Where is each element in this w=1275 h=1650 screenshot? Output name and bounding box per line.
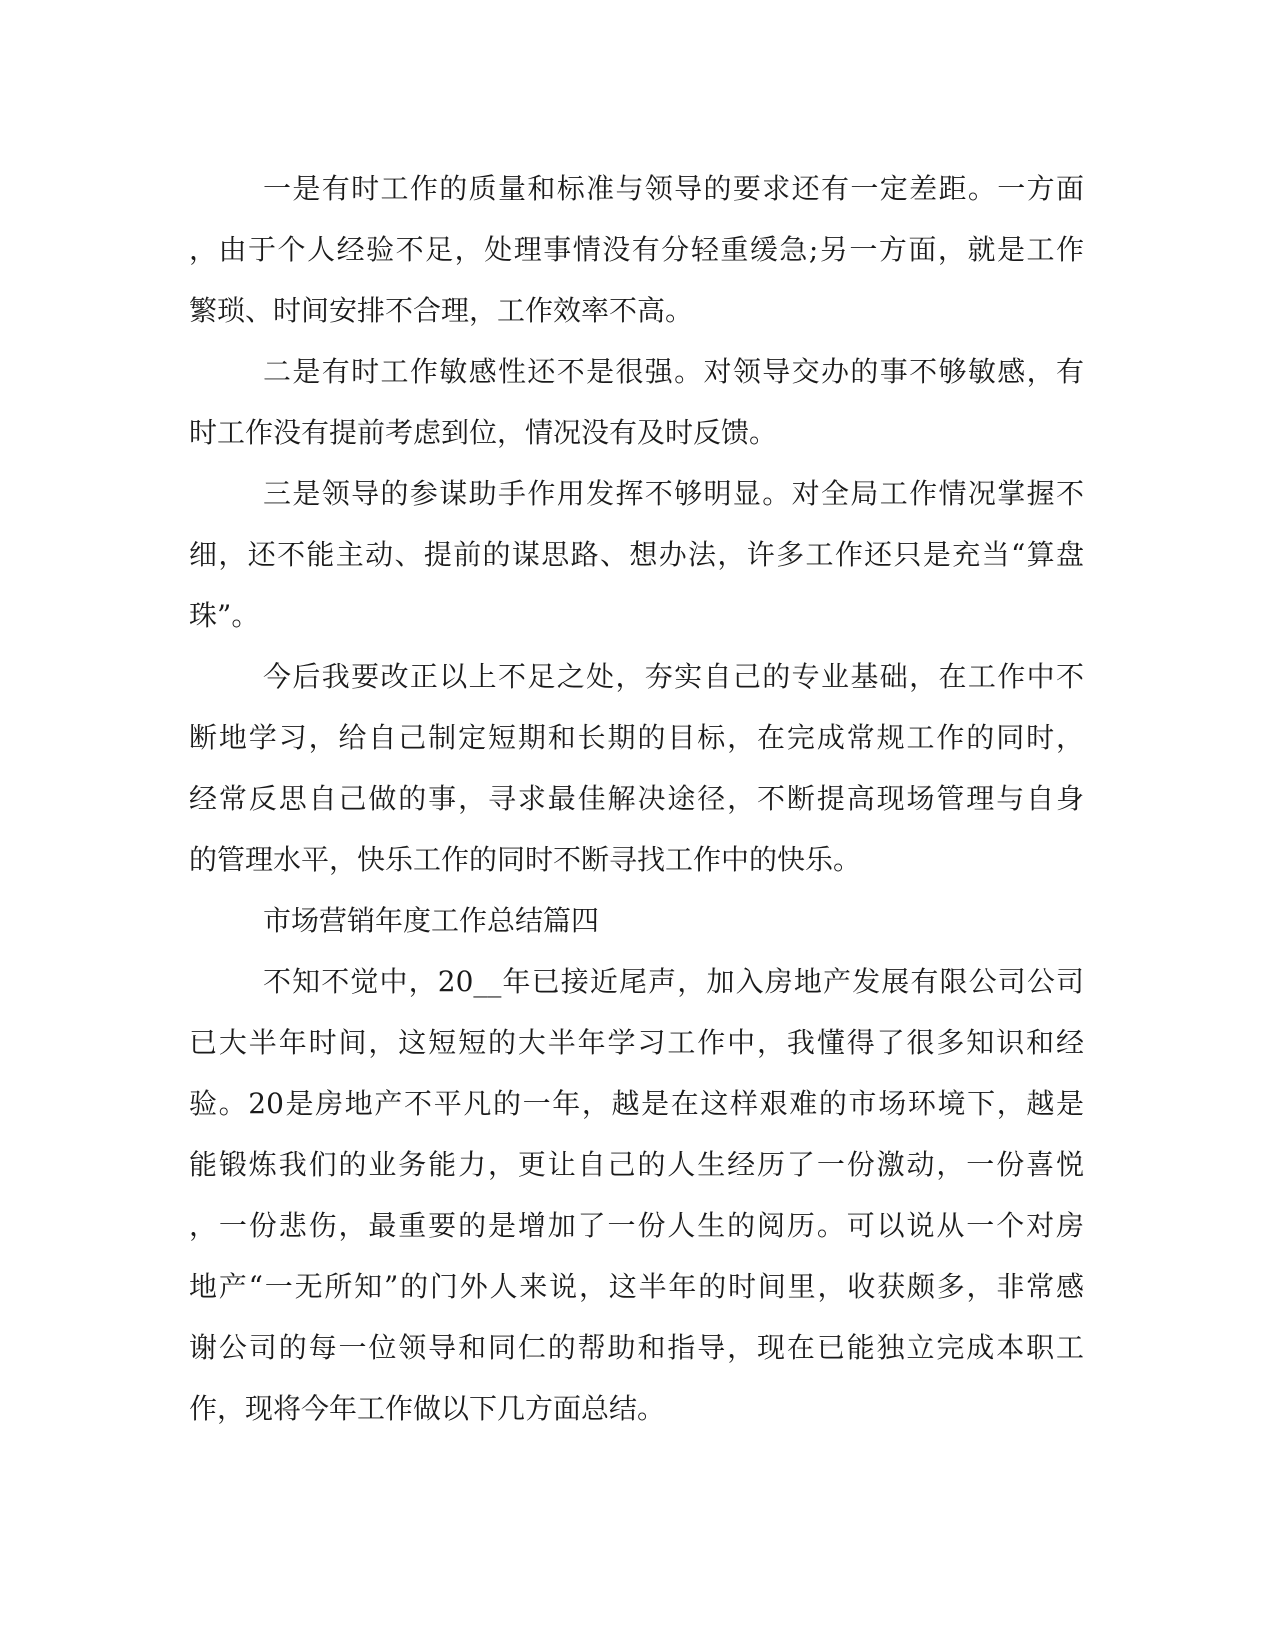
- text-line: 经常反思自己做的事，寻求最佳解决途径，不断提高现场管理与自身: [189, 782, 1084, 815]
- text-line: ，由于个人经验不足，处理事情没有分轻重缓急;另一方面，就是工作: [189, 233, 1084, 266]
- document-body: [189, 158, 1084, 1439]
- paragraph-improvement: [189, 646, 1084, 890]
- text-line: 能锻炼我们的业务能力，更让自己的人生经历了一份激动，一份喜悦: [189, 1148, 1084, 1181]
- text-line: 地产“一无所知”的门外人来说，这半年的时间里，收获颇多，非常感: [189, 1270, 1084, 1303]
- text-line: 作，现将今年工作做以下几方面总结。: [189, 1392, 666, 1425]
- text-line: 谢公司的每一位领导和同仁的帮助和指导，现在已能独立完成本职工: [189, 1331, 1084, 1364]
- text-line: 的管理水平，快乐工作的同时不断寻找工作中的快乐。: [189, 843, 862, 876]
- text-line: 断地学习，给自己制定短期和长期的目标，在完成常规工作的同时，: [189, 721, 1084, 754]
- text-line: 时工作没有提前考虑到位，情况没有及时反馈。: [189, 416, 778, 449]
- text-line: 一是有时工作的质量和标准与领导的要求还有一定差距。一方面: [263, 172, 1084, 205]
- text-line: 不知不觉中，20__年已接近尾声，加入房地产发展有限公司公司: [263, 965, 1084, 998]
- paragraph-shortcoming-3: [189, 463, 1084, 646]
- paragraph-intro: [189, 951, 1084, 1439]
- text-line: ，一份悲伤，最重要的是增加了一份人生的阅历。可以说从一个对房: [189, 1209, 1084, 1242]
- text-line: 细，还不能主动、提前的谋思路、想办法，许多工作还只是充当“算盘: [189, 538, 1084, 571]
- paragraph-shortcoming-1: [189, 158, 1084, 341]
- text-line: 珠”。: [189, 599, 260, 632]
- text-line: 二是有时工作敏感性还不是很强。对领导交办的事不够敏感，有: [263, 355, 1084, 388]
- paragraph-shortcoming-2: [189, 341, 1084, 463]
- text-line: 三是领导的参谋助手作用发挥不够明显。对全局工作情况掌握不: [263, 477, 1084, 510]
- text-line: 已大半年时间，这短短的大半年学习工作中，我懂得了很多知识和经: [189, 1026, 1084, 1059]
- text-line: 繁琐、时间安排不合理，工作效率不高。: [189, 294, 694, 327]
- section-heading: [189, 890, 1084, 951]
- text-line: 今后我要改正以上不足之处，夯实自己的专业基础，在工作中不: [263, 660, 1084, 693]
- section-title: 市场营销年度工作总结篇四: [263, 904, 600, 937]
- text-line: 验。20是房地产不平凡的一年，越是在这样艰难的市场环境下，越是: [189, 1087, 1084, 1120]
